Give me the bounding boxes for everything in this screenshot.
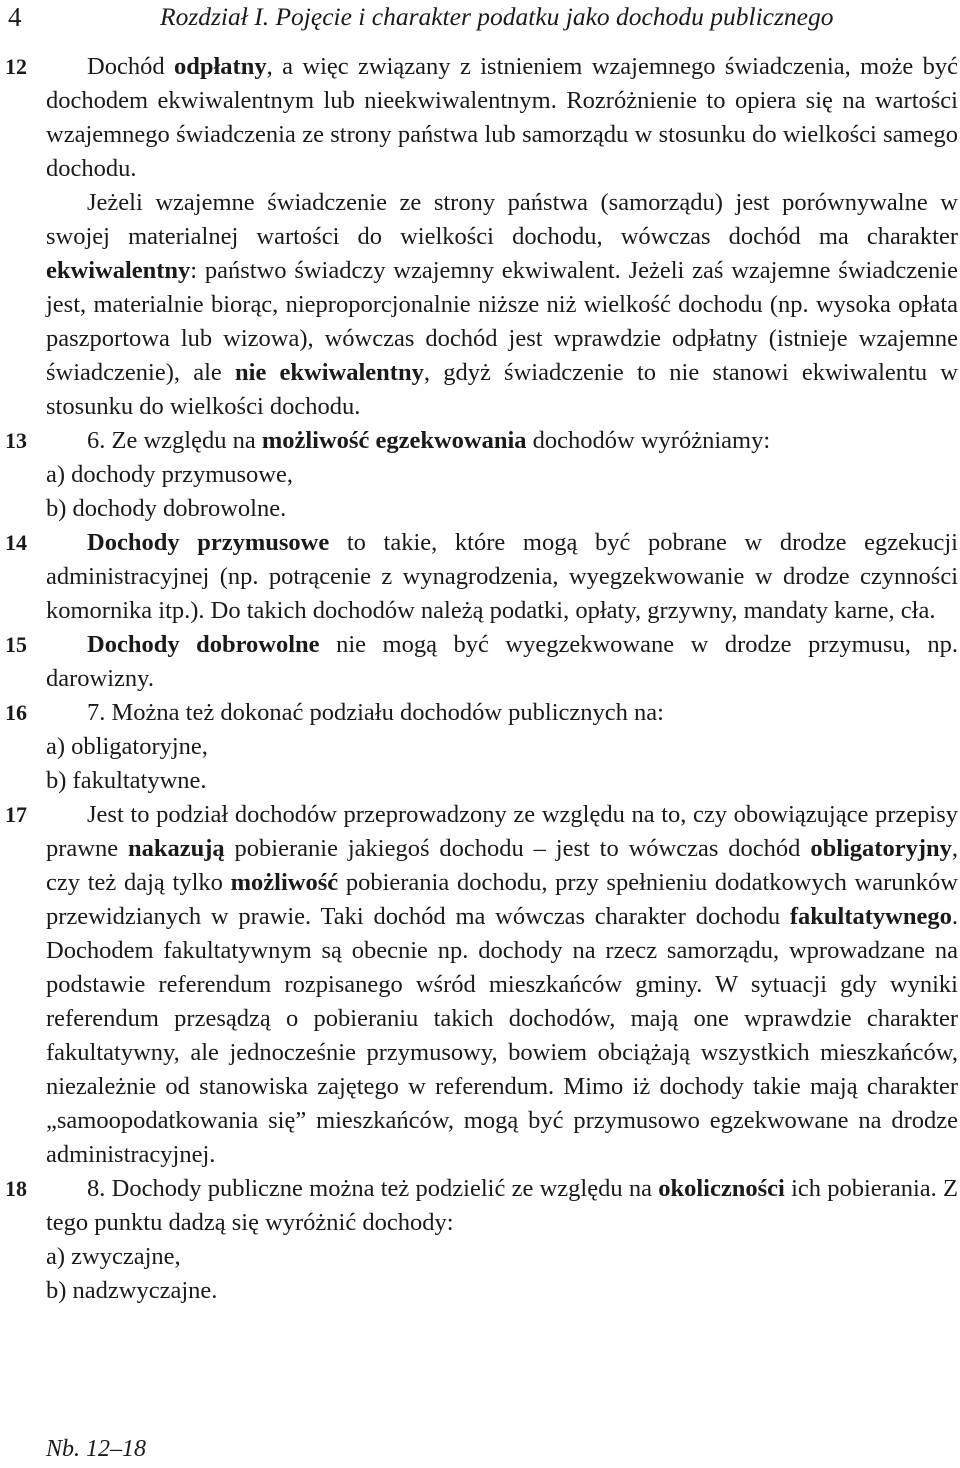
paragraph-15: 15 Dochody dobrowolne nie mogą być wyegzekwowane w drodze przymusu, np. darowizny. [46, 628, 958, 696]
footer-note: Nb. 12–18 [46, 1436, 147, 1462]
bold-term: ekwiwalentny [46, 257, 191, 284]
margin-number: 16 [5, 700, 27, 725]
bold-term: możliwość [230, 869, 339, 896]
bold-term: Dochody dobrowolne [87, 631, 320, 658]
bold-term: Dochody przymusowe [87, 529, 330, 556]
list-item: a) dochody przymusowe, [46, 461, 293, 488]
margin-number: 12 [5, 54, 27, 79]
bold-term: nie ekwiwalentny [235, 359, 424, 386]
paragraph-14: 14 Dochody przymusowe to takie, które mogą być pobrane w drodze egzekucji administracyjnej (np. potrącenie z wynagrodzenia, wyegzekwowanie w drodze czynności komornika itp.). Do takich dochodów należą podatki, opłaty, grzywny, mandaty karne, cła. [46, 526, 958, 628]
paragraph-12: 12 Dochód odpłatny, a więc związany z istnieniem wzajemnego świadczenia, może być dochodem ekwiwalentnym lub nieekwiwalentnym. Rozróżnienie to opiera się na wartości wzajemnego świadczenia ze strony państwa lub samorządu w stosunku do wielkości samego dochodu. [46, 50, 958, 186]
list-item: b) fakultatywne. [46, 767, 207, 794]
margin-number: 17 [5, 802, 27, 827]
paragraph-17: 17 Jest to podział dochodów przeprowadzony ze względu na to, czy obowiązujące przepisy prawne nakazują pobieranie jakiegoś dochodu – jest to wówczas dochód obligatoryjny, czy też dają tylko możliwość pobierania dochodu, przy spełnieniu dodatkowych warunków przewidzianych w prawie. Taki dochód ma wówczas charakter dochodu fakultatywnego. Dochodem fakultatywnym są obecnie np. dochody na rzecz samorządu, wprowadzane na podstawie referendum rozpisanego wśród mieszkańców gminy. W sytuacji gdy wyniki referendum przesądzą o pobieraniu takich dochodów, mają one wprawdzie charakter fakultatywny, ale jednocześnie przymusowy, bowiem obciążają wszystkich mieszkańców, niezależnie od stanowiska zajętego w referendum. Mimo iż dochody takie mają charakter „samoopodatkowania się” mieszkańców, mogą być przymusowo egzekwowane na drodze administracyjnej. [46, 798, 958, 1172]
bold-term: okoliczności [658, 1175, 785, 1202]
page-body [5, 50, 958, 1308]
list-item: a) zwyczajne, [46, 1243, 181, 1270]
list-item: b) dochody dobrowolne. [46, 495, 287, 522]
paragraph-18: 18 8. Dochody publiczne można też podzielić ze względu na okoliczności ich pobierania. Z tego punktu dadzą się wyróżnić dochody: [46, 1172, 958, 1240]
bold-term: odpłatny [173, 53, 267, 80]
margin-number: 18 [5, 1176, 27, 1201]
list-item: b) nadzwyczajne. [46, 1277, 218, 1304]
page-number: 4 [8, 2, 22, 32]
bold-term: fakultatywnego [789, 903, 952, 930]
margin-number: 14 [5, 530, 27, 555]
paragraph-16: 16 7. Można też dokonać podziału dochodów publicznych na: [46, 696, 958, 730]
margin-number: 13 [5, 428, 27, 453]
bold-term: obligatoryjny [810, 835, 952, 862]
bold-term: możliwość egzekwowania [261, 427, 527, 454]
running-head: Rozdział I. Pojęcie i charakter podatku jako dochodu publicznego [160, 2, 834, 31]
paragraph-13: 13 6. Ze względu na możliwość egzekwowania dochodów wyróżniamy: [46, 424, 958, 458]
list-item: a) obligatoryjne, [46, 733, 208, 760]
bold-term: nakazują [128, 835, 225, 862]
paragraph-12-continued: Jeżeli wzajemne świadczenie ze strony państwa (samorządu) jest porównywalne w swojej materialnej wartości do wielkości dochodu, wówczas dochód ma charakter ekwiwalentny: państwo świadczy wzajemny ekwiwalent. Jeżeli zaś wzajemne świadczenie jest, materialnie biorąc, nieproporcjonalnie niższe niż wielkość dochodu (np. wysoka opłata paszportowa lub wizowa), wówczas dochód jest wprawdzie odpłatny (istnieje wzajemne świadczenie), ale nie ekwiwalentny, gdyż świadczenie to nie stanowi ekwiwalentu w stosunku do wielkości dochodu. [46, 189, 958, 420]
margin-number: 15 [5, 632, 27, 657]
